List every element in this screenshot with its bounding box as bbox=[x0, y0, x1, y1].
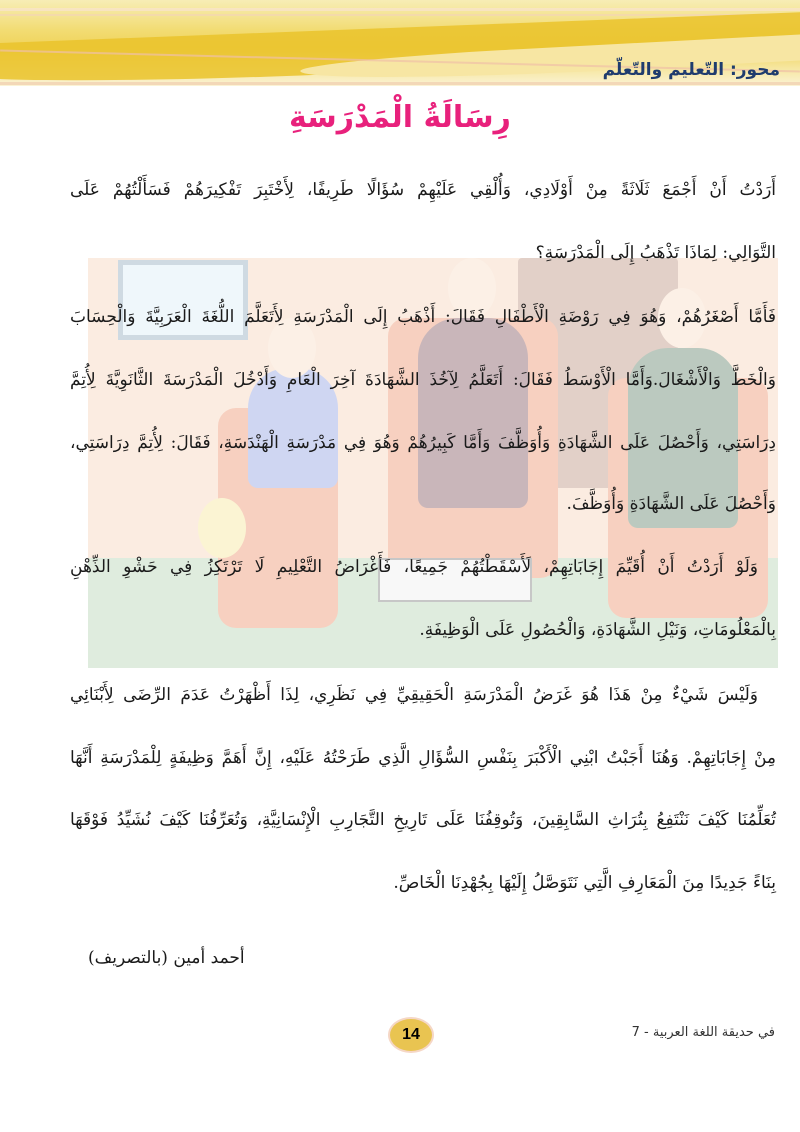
book-title: في حديقة اللغة العربية - 7 bbox=[631, 1025, 775, 1040]
lesson-title: رِسَالَةُ الْمَدْرَسَةِ bbox=[289, 100, 511, 135]
text-line: وَلَوْ أَرَدْتُ أَنْ أُقَيِّمَ إِجَابَاتِهِمْ، لَأَسْقَطْتُهُمْ جَمِيعًا، فَأَغْرَاضُ التَّعْلِيمِ لَا تَرْتَكِزُ فِي حَشْوِ الذِّهْنِ bbox=[70, 557, 758, 577]
text-line: دِرَاسَتِي، وَأَحْصُلَ عَلَى الشَّهَادَةِ وَأُوَظَّفَ وَأَمَّا كَبِيرُهُمْ وَهُوَ فِي مَدْرَسَةِ الْهَنْدَسَةِ، فَقَالَ: لِأُتِمَّ دِرَاسَتِي، bbox=[70, 433, 776, 453]
text-line: وَلَيْسَ شَيْءٌ مِنْ هَذَا هُوَ غَرَضُ الْمَدْرَسَةِ الْحَقِيقِيِّ فِي نَظَرِي، لِذَا أَظْهَرْتُ عَدَمَ الرِّضَى لِأَبْنَائِي bbox=[70, 685, 758, 705]
text-line: بِالْمَعْلُومَاتِ، وَنَيْلِ الشَّهَادَةِ، وَالْحُصُولِ عَلَى الْوَظِيفَةِ. bbox=[419, 620, 776, 640]
text-line: تُعَلِّمُنَا كَيْفَ نَنْتَفِعُ بِتُرَاثِ السَّابِقِينَ، وَتُوقِفُنَا عَلَى تَارِيخِ التَّجَارِبِ الْإِنْسَانِيَّةِ، وَتُعَرِّفُنَا كَيْفَ نُشَيِّدُ فَوْقَهَا bbox=[70, 810, 776, 830]
text-line: بِنَاءً جَدِيدًا مِنَ الْمَعَارِفِ الَّتِي نَتَوَصَّلُ إِلَيْهَا بِجُهْدِنَا الْخَاصِّ. bbox=[393, 873, 776, 893]
page-number-badge: 14 bbox=[390, 1019, 432, 1051]
header-stripe bbox=[0, 8, 800, 11]
author-attribution: أحمد أمين (بالتصريف) bbox=[88, 948, 245, 968]
section-label: محور: التّعليم والتّعلّم bbox=[602, 60, 780, 80]
illustration-boy-red bbox=[418, 318, 528, 508]
text-line: أَرَدْتُ أَنْ أَجْمَعَ ثَلَاثَةً مِنْ أَوْلَادِي، وَأُلْقِي عَلَيْهِمْ سُؤَالًا طَرِيفًا، لِأَخْتَبِرَ تَفْكِيرَهُمْ فَسَأَلْتُهُمْ عَلَى bbox=[70, 180, 776, 200]
text-line: التَّوَالِي: لِمَاذَا تَذْهَبُ إِلَى الْمَدْرَسَةِ؟ bbox=[535, 243, 776, 263]
text-line: فَأَمَّا أَصْغَرُهُمْ، وَهُوَ فِي رَوْضَةِ الْأَطْفَالِ فَقَالَ: أَذْهَبُ إِلَى الْمَدْرَسَةِ لِأَتَعَلَّمَ اللُّغَةَ الْعَرَبِيَّةَ وَالْحِسَابَ bbox=[70, 307, 776, 327]
header-stripe bbox=[0, 14, 800, 16]
text-line: مِنْ إِجَابَاتِهِمْ. وَهُنَا أَجَبْتُ ابْنِي الْأَكْبَرَ بِنَفْسِ السُّؤَالِ الَّذِي طَرَحْتُهُ عَلَيْهِ، إِنَّ أَهَمَّ وَظِيفَةٍ لِلْمَدْرَسَةِ أَنَّهَا bbox=[70, 748, 776, 768]
header-bottom-line bbox=[0, 82, 800, 85]
text-line: وَأَحْصُلَ عَلَى الشَّهَادَةِ وَأُوَظَّفَ. bbox=[566, 494, 776, 514]
text-line: وَالْخَطَّ وَالْأَشْغَالَ.وَأَمَّا الْأَوْسَطُ فَقَالَ: أَتَعَلَّمُ لِآخُذَ الشَّهَادَةَ آخِرَ الْعَامِ وَأَدْخُلَ الْمَدْرَسَةَ الثَّانَوِيَّةَ لِأُتِمَّ bbox=[70, 370, 776, 390]
